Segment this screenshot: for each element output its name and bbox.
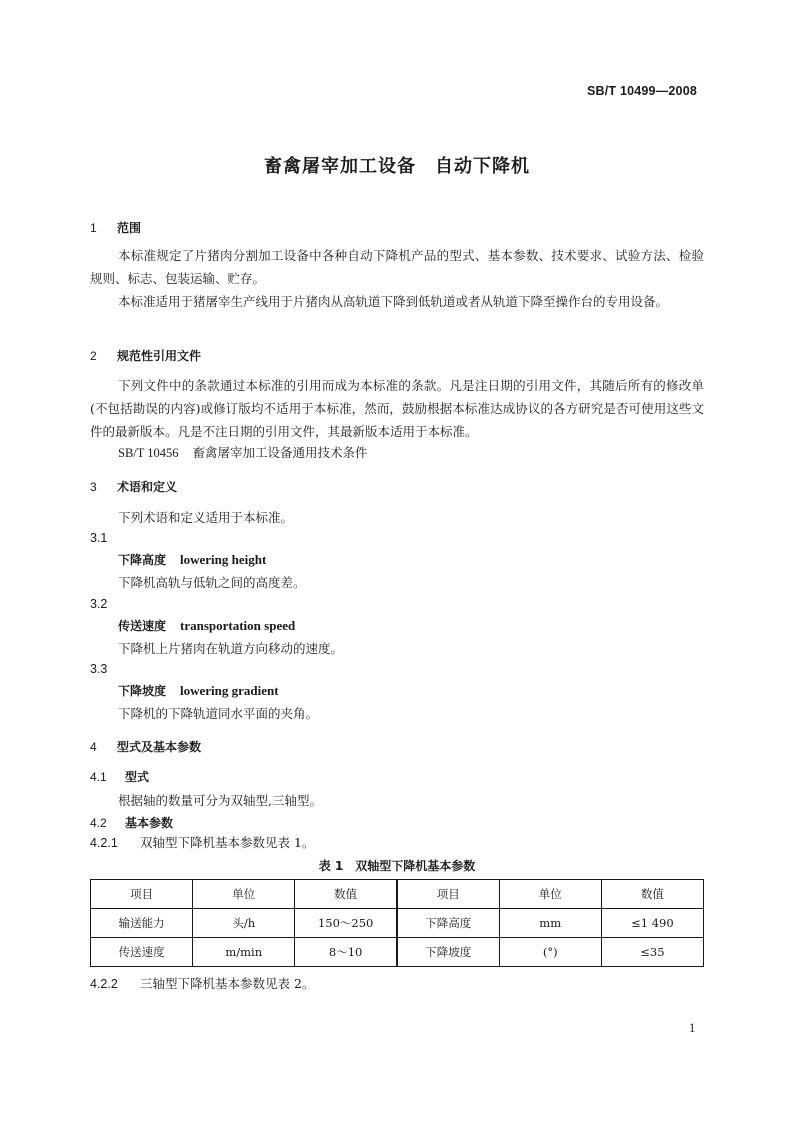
document-title: 畜禽屠宰加工设备 自动下降机 [264,156,530,177]
table-cell: ≤35 [601,938,703,967]
section-1-number: 1 [90,221,97,235]
reference-title: 畜禽屠宰加工设备通用技术条件 [192,445,368,460]
section-3-number: 3 [90,480,97,494]
table-cell: 下降坡度 [397,938,499,967]
table-header-cell: 数值 [295,880,397,909]
term-3-2 [118,617,295,634]
term-3-2-definition: 下降机上片猪肉在轨道方向移动的速度。 [118,641,344,656]
page-number: 1 [689,1021,696,1035]
term-3-3-en: lowering gradient [180,683,279,698]
section-1-title: 范围 [117,221,142,235]
table-cell: ≤1 490 [601,909,703,938]
term-3-3-zh: 下降坡度 [118,684,167,698]
table-row [91,938,704,967]
section-4-title: 型式及基本参数 [117,740,202,754]
section-4-heading [90,738,201,755]
term-3-2-en: transportation speed [180,618,296,633]
table-header-cell: 数值 [601,880,703,909]
normative-references-paragraph: 下列文件中的条款通过本标准的引用而成为本标准的条款。凡是注日期的引用文件，其随后所有的修改单(不包括勘误的内容)或修订版均不适用于本标准，然而，鼓励根据本标准达成协议的各方研究是否可使用这些文件的最新版本。凡是不注日期的引用文件，其最新版本适用于本标准。 [90,378,704,439]
reference-entry [118,441,368,465]
clause-4-2-1-text: 双轴型下降机基本参数见表 1。 [140,835,315,850]
table-cell: (°) [499,938,601,967]
reference-code: SB/T 10456 [118,446,179,460]
table-header-cell: 单位 [499,880,601,909]
subsection-4-1-text: 根据轴的数量可分为双轴型,三轴型。 [118,793,322,808]
table-row [91,909,704,938]
section-3-title: 术语和定义 [117,480,178,494]
table-cell: 150～250 [295,909,397,938]
section-3-heading [90,478,177,495]
subsection-4-1-number: 4.1 [90,770,107,784]
section-1-heading [90,219,141,236]
subsection-4-1-heading [90,768,149,785]
clause-4-2-1-number: 4.2.1 [90,836,118,850]
table-cell: mm [499,909,601,938]
section-2-title: 规范性引用文件 [117,349,202,363]
table-1 [90,879,704,967]
scope-paragraph-1: 本标准规定了片猪肉分割加工设备中各种自动下降机产品的型式、基本参数、技术要求、试验方法、检验规则、标志、包装运输、贮存。 [90,248,704,286]
subsection-4-1-title: 型式 [125,770,150,784]
term-3-1-zh: 下降高度 [118,553,167,567]
section-2-number: 2 [90,349,97,363]
table-cell: 下降高度 [397,909,499,938]
table-cell: 输送能力 [91,909,193,938]
scope-paragraph-2: 本标准适用于猪屠宰生产线用于片猪肉从高轨道下降到低轨道或者从轨道下降至操作台的专用设备。 [118,294,669,309]
section-2-heading [90,347,201,364]
table-1-caption: 表 1 双轴型下降机基本参数 [318,859,476,873]
table-header-cell: 单位 [193,880,295,909]
term-3-2-number: 3.2 [90,597,108,611]
table-cell: 8～10 [295,938,397,967]
section-4-number: 4 [90,740,97,754]
clause-4-2-2-number: 4.2.2 [90,977,118,991]
term-3-1-en: lowering height [180,552,267,567]
term-3-3-number: 3.3 [90,662,108,676]
table-cell: 头/h [193,909,295,938]
subsection-4-2-number: 4.2 [90,816,107,830]
term-3-3 [118,682,279,699]
table-header-cell: 项目 [91,880,193,909]
clause-4-2-2 [90,972,314,996]
table-header-cell: 项目 [397,880,499,909]
table-cell: m/min [193,938,295,967]
subsection-4-2-heading [90,814,173,831]
table-header-row [91,880,704,909]
standard-number: SB/T 10499—2008 [587,84,698,98]
term-3-1-number: 3.1 [90,531,108,545]
terms-intro: 下列术语和定义适用于本标准。 [118,510,294,525]
term-3-3-definition: 下降机的下降轨道同水平面的夹角。 [118,706,319,721]
term-3-2-zh: 传送速度 [118,619,167,633]
clause-4-2-2-text: 三轴型下降机基本参数见表 2。 [140,976,315,991]
term-3-1-definition: 下降机高轨与低轨之间的高度差。 [118,575,306,590]
subsection-4-2-title: 基本参数 [125,816,174,830]
table-cell: 传送速度 [91,938,193,967]
term-3-1 [118,551,266,568]
clause-4-2-1 [90,831,314,855]
